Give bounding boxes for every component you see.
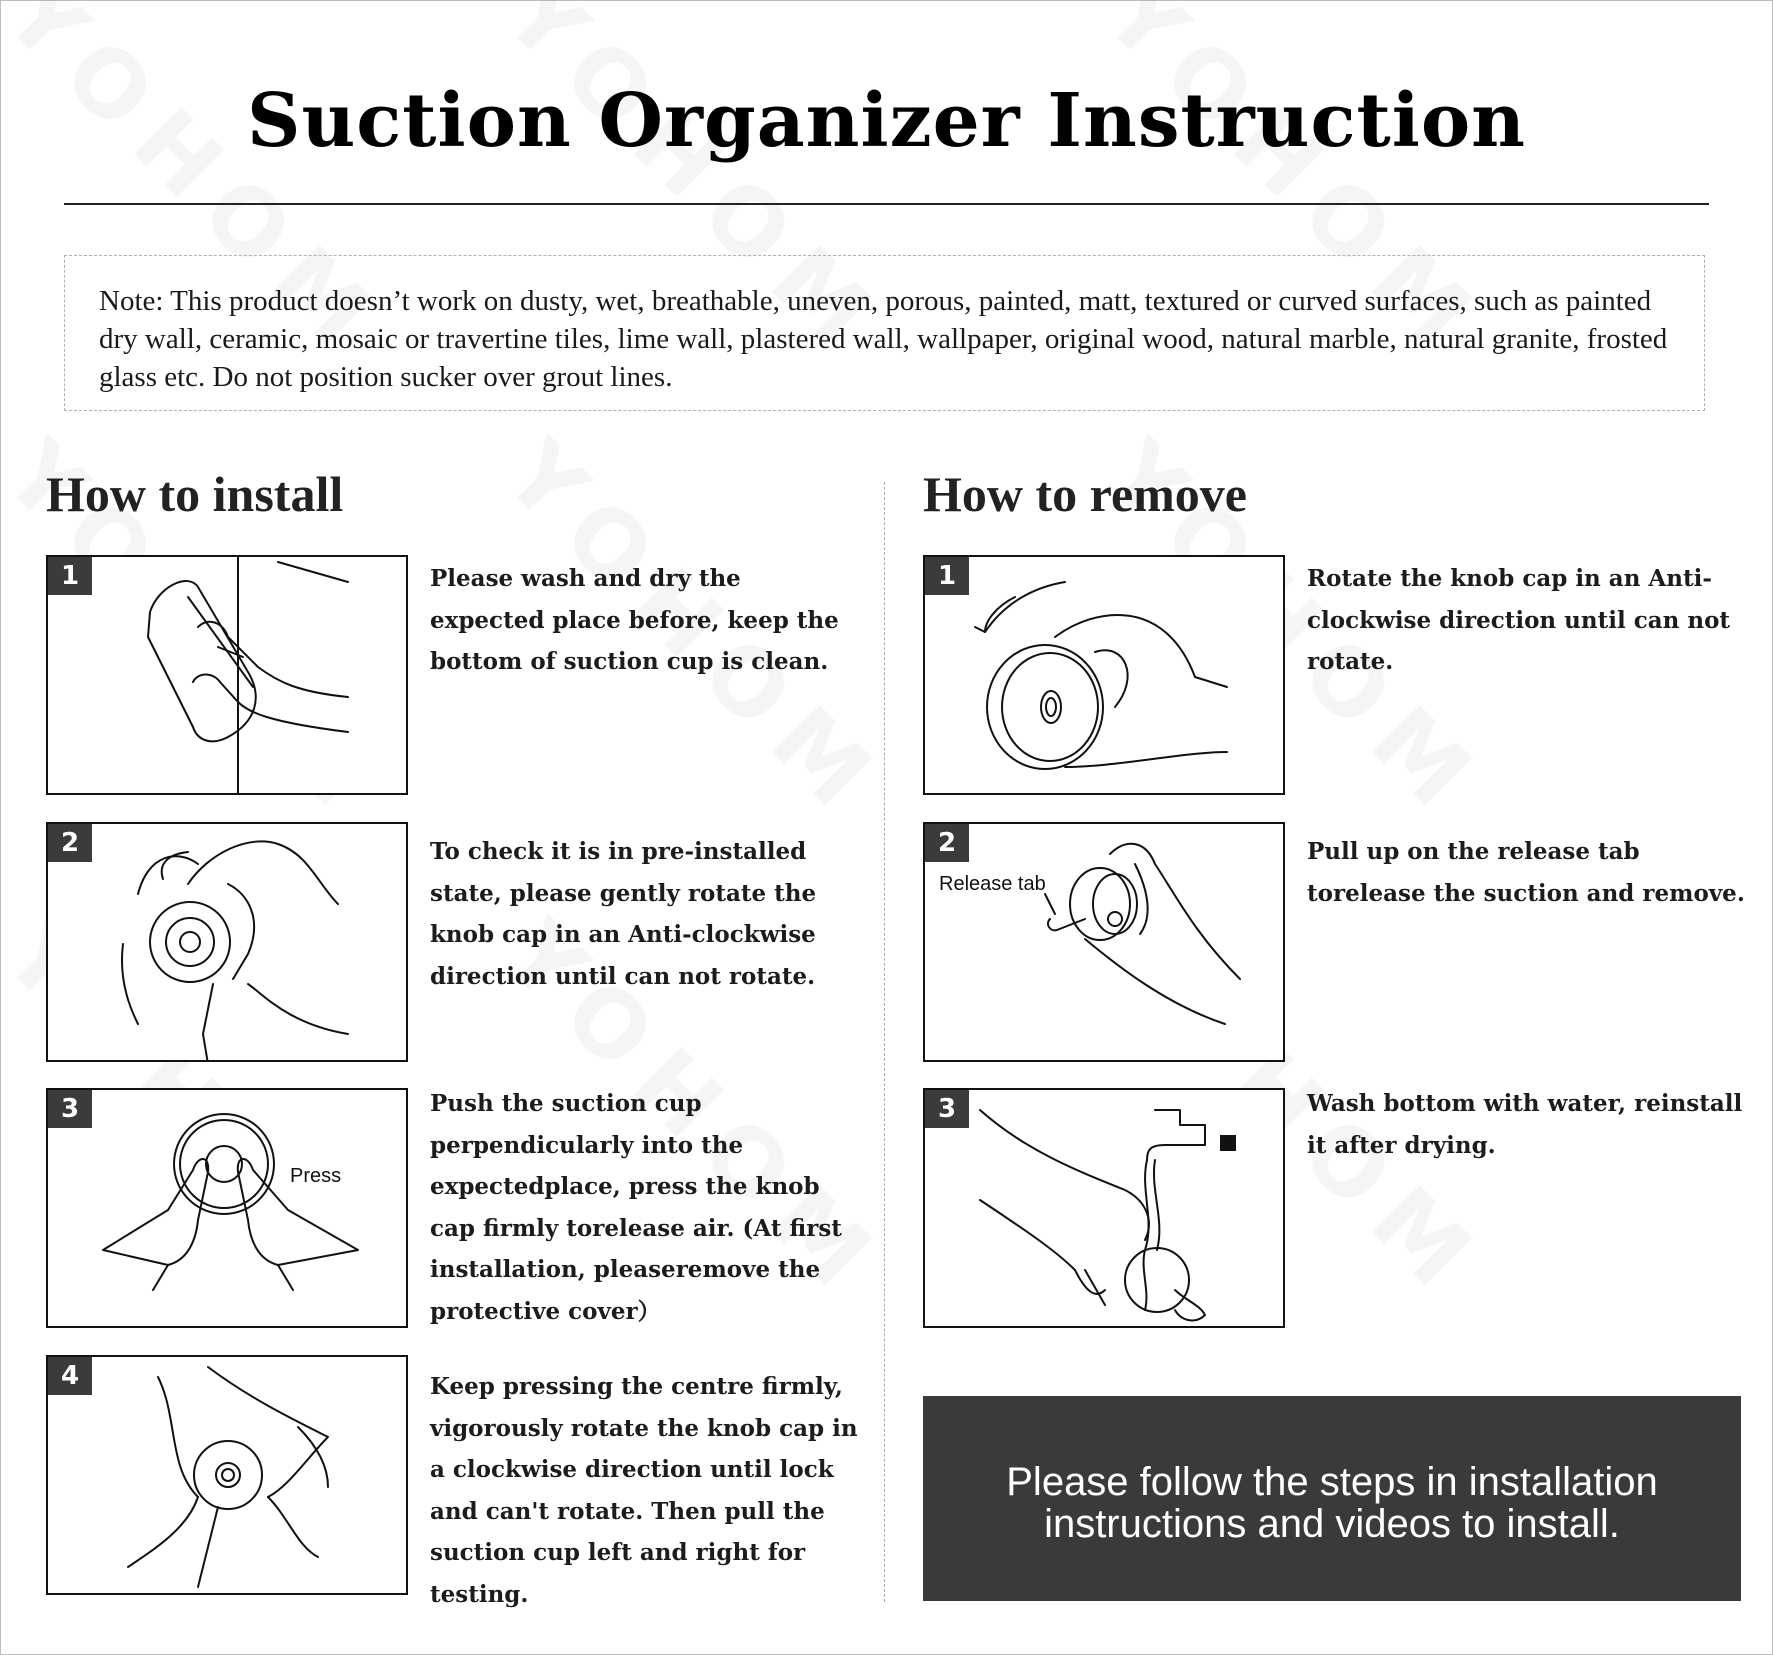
column-divider bbox=[884, 482, 885, 1602]
rotate-knob-icon bbox=[48, 824, 408, 1062]
step-number-badge: 2 bbox=[48, 824, 92, 862]
page-title: Suction Organizer Instruction bbox=[247, 78, 1526, 164]
install-step-1-illustration bbox=[46, 555, 408, 795]
step-number-badge: 3 bbox=[925, 1090, 969, 1128]
banner-line-1: Please follow the steps in installation bbox=[1006, 1459, 1658, 1504]
install-step-4-text: Keep pressing the centre firmly, vigorously rotate the knob cap in a clockwise direction until lock and can't rotate. Then pull the suction cup left and right for testing. bbox=[430, 1373, 858, 1608]
release-tab-label: Release tab bbox=[939, 873, 1046, 895]
note-text: Note: This product doesn’t work on dusty, wet, breathable, uneven, porous, painted, matt, textured or curved surfaces, such as painted dry wall, ceramic, mosaic or travertine tiles, lime wall, plastered wall, wallpaper, original wood, natural marble, natural granite, frosted glass etc. Do not position sucker over grout lines. bbox=[99, 285, 1668, 393]
install-step-1-text: Please wash and dry the expected place before, keep the bottom of suction cup is clean. bbox=[430, 565, 839, 675]
install-step-3-text: Push the suction cup perpendicularly into the expectedplace, press the knob cap firmly torelease air. (At first installation, pleaseremove the protective cover） bbox=[430, 1090, 842, 1325]
wash-faucet-icon bbox=[925, 1090, 1285, 1328]
title-rule bbox=[64, 203, 1709, 205]
remove-step-2-text: Pull up on the release tab torelease the suction and remove. bbox=[1307, 838, 1745, 907]
release-tab-icon bbox=[925, 824, 1285, 1062]
step-number-badge: 3 bbox=[48, 1090, 92, 1128]
remove-step-1-text: Rotate the knob cap in an Anti-clockwise direction until can not rotate. bbox=[1307, 565, 1731, 675]
step-number-badge: 1 bbox=[925, 557, 969, 595]
remove-heading: How to remove bbox=[923, 466, 1247, 522]
install-step-2-text: To check it is in pre-installed state, please gently rotate the knob cap in an Anti-clockwise direction until can not rotate. bbox=[430, 838, 817, 990]
install-step-3-illustration bbox=[46, 1088, 408, 1328]
banner-line-2: instructions and videos to install. bbox=[1044, 1501, 1620, 1546]
remove-step-3-illustration bbox=[923, 1088, 1285, 1328]
step-number-badge: 1 bbox=[48, 557, 92, 595]
remove-step-2-illustration bbox=[923, 822, 1285, 1062]
lock-knob-icon bbox=[48, 1357, 408, 1595]
step-number-badge: 2 bbox=[925, 824, 969, 862]
wipe-surface-icon bbox=[48, 557, 408, 795]
press-suction-cup-icon bbox=[48, 1090, 408, 1328]
install-step-2-illustration bbox=[46, 822, 408, 1062]
note-box bbox=[64, 255, 1705, 411]
install-heading: How to install bbox=[46, 466, 344, 522]
install-step-4-illustration bbox=[46, 1355, 408, 1595]
instructions-banner bbox=[923, 1396, 1741, 1601]
step-number-badge: 4 bbox=[48, 1357, 92, 1395]
remove-step-1-illustration bbox=[923, 555, 1285, 795]
anticlockwise-knob-icon bbox=[925, 557, 1285, 795]
remove-step-3-text: Wash bottom with water, reinstall it after drying. bbox=[1307, 1090, 1743, 1159]
press-label: Press bbox=[290, 1165, 342, 1187]
